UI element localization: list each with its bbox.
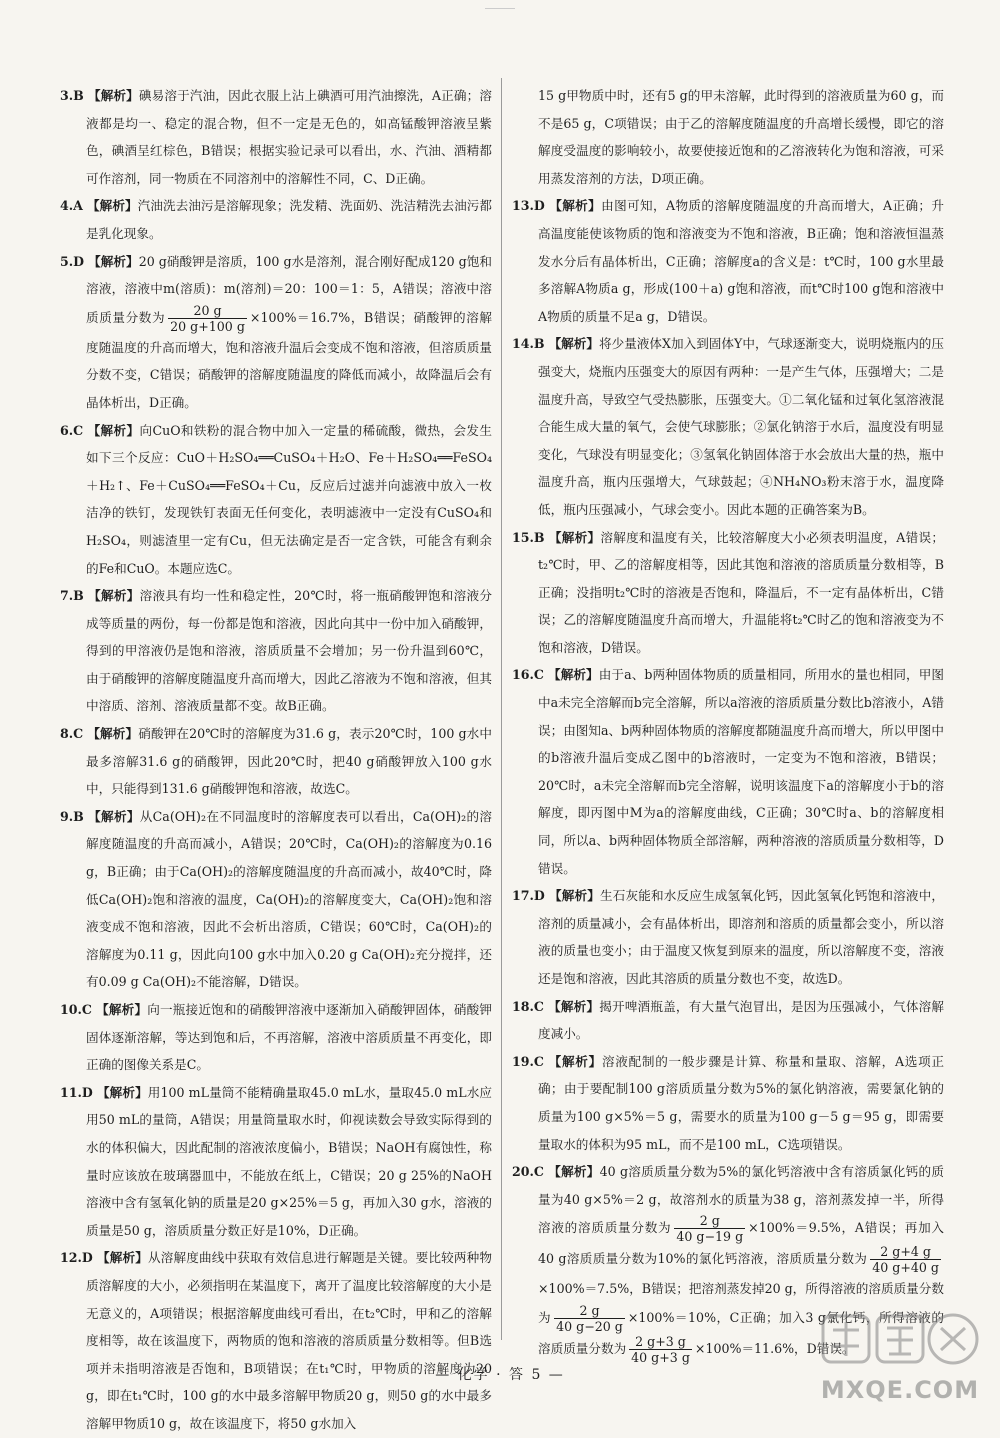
fraction-denominator: 40 g+40 g (872, 1260, 939, 1276)
fraction (629, 1334, 692, 1365)
answer-5 (60, 248, 492, 417)
answer-10 (60, 996, 492, 1079)
analysis-tag: 【解析】 (548, 998, 600, 1014)
watermark-seal-icon (815, 1308, 985, 1378)
fraction (168, 303, 247, 334)
answer-text: 向一瓶接近饱和的硝酸钾溶液中逐渐加入硝酸钾固体，硝酸钾固体逐渐溶解，等达到饱和后，不再溶解，溶液中溶质质量不再变化，即正确的图像关系是C。 (86, 1002, 492, 1073)
answer-text: 15 g甲物质中时，还有5 g的甲未溶解，此时得到的溶液质量为60 g，而不是65 g，C项错误；由于乙的溶解度随温度的升高增长缓慢，即它的溶解度受温度的影响较小，故要使接近饱和的乙溶液转化为饱和溶液，可采用蒸发溶剂的方法，D项正确。 (538, 88, 944, 186)
answer-text: ×100%＝11.6%，D错误。 (694, 1340, 855, 1356)
answer-number: 14.B (512, 336, 545, 352)
answer-text: 用100 mL量筒不能精确量取45.0 mL水，量取45.0 mL水应用50 mL的量筒，A错误；用量筒量取水时，仰视读数会导致实际得到的水的体积偏大，因此配制的溶液浓度偏小，B错误；NaOH有腐蚀性，称量时应该放在玻璃器皿中，不能放在纸上，C错误；20 g 25%的NaOH溶液中含有氢氧化钠的质量是20 g×25%＝5 g，再加入30 g水，溶液的质量是50 g，溶质质量分数正好是10%，D正确。 (86, 1084, 492, 1238)
answer-15 (512, 524, 944, 662)
answer-18 (512, 993, 944, 1048)
fraction-denominator: 40 g−20 g (556, 1318, 623, 1334)
analysis-tag: 【解析】 (96, 1084, 148, 1100)
analysis-tag: 【解析】 (548, 1053, 602, 1069)
answer-7 (60, 582, 492, 720)
answer-text: ×100%＝7.5%，B错误；把溶剂蒸发掉20 g，所得溶液的溶质质量分数为 (538, 1281, 944, 1325)
answer-text: 向CuO和铁粉的混合物中加入一定量的稀硫酸，微热，会发生如下三个反应：CuO＋H₂SO₄══CuSO₄＋H₂O、Fe＋H₂SO₄══FeSO₄＋H₂↑、Fe＋CuSO₄══FeSO₄＋Cu，反应后过滤并向滤液中放入一枚洁净的铁钉，发现铁钉表面无任何变化，表明滤液中一定没有CuSO₄和H₂SO₄，则滤渣里一定有Cu，但无法确定是否一定含铁，可能含有剩余的Fe和CuO。本题应选C。 (86, 422, 492, 576)
answer-number: 6.C (60, 422, 84, 438)
answer-11 (60, 1079, 492, 1245)
analysis-tag: 【解析】 (97, 1250, 148, 1266)
analysis-tag: 【解析】 (548, 336, 599, 352)
answer-8 (60, 720, 492, 803)
page-top-mark (485, 8, 515, 15)
answer-number: 7.B (60, 588, 84, 604)
answer-6 (60, 417, 492, 583)
answer-19 (512, 1048, 944, 1158)
answer-number: 19.C (512, 1053, 544, 1069)
answer-text: 溶液配制的一般步骤是计算、称量和量取、溶解，A选项正确；由于要配制100 g溶质质量分数为5%的氯化钠溶液，需要氯化钠的质量为100 g×5%＝5 g，需要水的质量为100 g－5 g＝95 g，即需要量取水的体积为95 mL，而不是100 mL，C选项错误。 (538, 1053, 944, 1152)
watermark-logo (815, 1308, 985, 1408)
analysis-tag: 【解析】 (87, 198, 138, 214)
answer-number: 5.D (60, 253, 85, 269)
answer-text: 溶解度和温度有关，比较溶解度大小必须表明温度，A错误；t₂℃时，甲、乙的溶解度相等，因此其饱和溶液的溶质质量分数相等，B正确；没指明t₂℃时的溶液是否饱和，降温后，不一定有晶体析出，C错误；乙的溶解度随温度升高而增大，升温能将t₂℃时乙的饱和溶液变为不饱和溶液，D错误。 (538, 529, 944, 655)
answer-text: 由图可知，A物质的溶解度随温度的升高而增大，A正确；升高温度能使该物质的饱和溶液变为不饱和溶液，B正确；饱和溶液恒温蒸发水分后有晶体析出，C正确；溶解度a的含义是：t℃时，100 g水里最多溶解A物质a g，形成(100＋a) g饱和溶液，而t℃时100 g饱和溶液中A物质的质量不足a g，D错误。 (538, 198, 944, 324)
answer-text: 从Ca(OH)₂在不同温度时的溶解度表可以看出，Ca(OH)₂的溶解度随温度的升高而减小，A错误；20℃时，Ca(OH)₂的溶解度为0.16 g，B正确；由于Ca(OH)₂的溶解度随温度的升高而减小，故40℃时，降低Ca(OH)₂饱和溶液的温度，Ca(OH)₂的溶解度变大，Ca(OH)₂饱和溶液变成不饱和溶液，因此不会析出溶质，C错误；60℃时，Ca(OH)₂的溶解度为0.11 g，因此向100 g水中加入0.20 g Ca(OH)₂充分搅拌，还有0.09 g Ca(OH)₂不能溶解，D错误。 (86, 808, 493, 990)
answer-number: 18.C (512, 998, 544, 1014)
fraction-numerator: 2 g+4 g (870, 1244, 941, 1260)
analysis-tag: 【解析】 (548, 1164, 600, 1180)
answer-text: 生石灰能和水反应生成氢氧化钙，因此氢氧化钙饱和溶液中，溶剂的质量减小，会有晶体析出，即溶剂和溶质的质量都会变小，所以溶液的质量也变小；由于温度又恢复到原来的温度，所以溶解度不变，溶液还是饱和溶液，因此其溶质的质量分数也不变，故选D。 (538, 888, 945, 986)
right-column (512, 82, 944, 1365)
answer-number: 10.C (60, 1002, 92, 1017)
answer-text: 揭开啤酒瓶盖，有大量气泡冒出，是因为压强减小，气体溶解度减小。 (538, 998, 944, 1042)
fraction (674, 1213, 745, 1244)
answer-text: ×100%＝16.7%，B错误；硝酸钾的溶解度随温度的升高而增大，饱和溶液升温后会变成不饱和溶液，但溶质质量分数不变，C错误；硝酸钾的溶解度随温度的降低而减小，故降温后会有晶体析出，D正确。 (86, 309, 492, 410)
answer-text: 由于a、b两种固体物质的质量相同，所用水的量也相同，甲图中a未完全溶解而b完全溶解，所以a溶液的溶质质量分数比b溶液小，A错误；由图知a、b两种固体物质的溶解度都随温度升高而增大，所以甲图中的b溶液升温后变成乙图中的b溶液时，一定变为不饱和溶液，B错误；20℃时，a未完全溶解而b完全溶解，说明该温度下a的溶解度小于b的溶解度，即丙图中M为a的溶解度曲线，C正确；30℃时a、b的溶解度相同，所以a、b两种固体物质全部溶解，两种溶液的溶质质量分数相等，D错误。 (538, 667, 944, 876)
fraction-numerator: 2 g+3 g (629, 1334, 692, 1350)
answer-number: 16.C (512, 667, 544, 683)
answer-4 (60, 192, 492, 247)
answer-12-continued (512, 82, 944, 192)
answer-text: 40 g溶质质量分数为5%的氯化钙溶液中含有溶质氯化钙的质量为40 g×5%＝2 g，故溶剂水的质量为38 g，溶剂蒸发掉一半，所得溶液的溶质质量分数为 (538, 1164, 944, 1236)
analysis-tag: 【解析】 (87, 726, 139, 742)
answer-text: 碘易溶于汽油，因此衣服上沾上碘酒可用汽油擦洗，A正确；溶液都是均一、稳定的混合物，但不一定是无色的，如高锰酸钾溶液呈紫色，碘酒呈红棕色，B错误；根据实验记录可以看出，水、汽油、酒精都可作溶剂，同一物质在不同溶剂中的溶解性不同，C、D正确。 (86, 88, 492, 186)
analysis-tag: 【解析】 (88, 588, 140, 604)
watermark-text: MXQE.COM (820, 1376, 980, 1404)
analysis-tag: 【解析】 (548, 667, 599, 683)
fraction-numerator: 20 g (168, 303, 247, 319)
answer-17 (512, 882, 944, 992)
page-footer: — 化学 · 答 5 — (435, 1367, 565, 1383)
analysis-tag: 【解析】 (549, 888, 600, 904)
answer-text: 溶液具有均一性和稳定性，20℃时，将一瓶硝酸钾饱和溶液分成等质量的两份，每一份都是饱和溶液，因此向其中一份中加入硝酸钾，得到的甲溶液仍是饱和溶液，溶质质量不会增加；另一份升温到60℃，由于硝酸钾的溶解度随温度升高而增大，因此乙溶液为不饱和溶液，但其中溶质、溶剂、溶液质量都不变。故B正确。 (86, 588, 492, 714)
answer-number: 9.B (60, 808, 84, 824)
left-column (60, 82, 492, 1438)
answer-text: 20 g硝酸钾是溶质，100 g水是溶剂，混合刚好配成120 g饱和溶液，溶液中m(溶质)：m(溶剂)＝20：100＝1：5，A错误；溶液中溶质质量分数为 (86, 253, 493, 325)
fraction-denominator: 40 g−19 g (676, 1229, 744, 1245)
answer-text: ×100%＝10%，C正确；加入3 g氯化钙，所得溶液的溶质质量分数为 (538, 1309, 945, 1356)
fraction (870, 1244, 941, 1275)
column-divider (501, 78, 502, 1340)
answer-number: 15.B (512, 529, 545, 545)
answer-text: ×100%＝9.5%，A错误；再加入40 g溶质质量分数为10%的氯化钙溶液，溶质质量分数为 (538, 1220, 944, 1267)
answer-text: 汽油洗去油污是溶解现象；洗发精、洗面奶、洗洁精洗去油污都是乳化现象。 (86, 198, 493, 241)
analysis-tag: 【解析】 (87, 88, 139, 103)
answer-number: 4.A (60, 198, 83, 214)
fraction-numerator: 2 g (554, 1303, 625, 1319)
answer-9 (60, 803, 492, 996)
answer-14 (512, 330, 944, 523)
fraction-denominator: 40 g+3 g (631, 1349, 690, 1365)
answer-3 (60, 82, 492, 192)
analysis-tag: 【解析】 (548, 529, 601, 545)
answer-text: 硝酸钾在20℃时的溶解度为31.6 g，表示20℃时，100 g水中最多溶解31.6 g的硝酸钾，因此20℃时，把40 g硝酸钾放入100 g水中，只能得到131.6 g硝酸钾饱和溶液，故选C。 (86, 726, 492, 797)
answer-13 (512, 192, 944, 330)
answer-16 (512, 661, 944, 882)
analysis-tag: 【解析】 (549, 198, 602, 214)
answer-text: 将少量液体X加入到固体Y中，气球逐渐变大，说明烧瓶内的压强变大，烧瓶内压强变大的原因有两种：一是产生气体，压强增大；二是温度升高，导致空气受热膨胀，压强变大。①二氧化锰和过氧化氢溶液混合能生成大量的氧气，会使气球膨胀；②氯化钠溶于水后，温度没有明显变化，气球没有明显变化；③氢氧化钠固体溶于水会放出大量的热，瓶中温度升高，瓶内压强增大，气球鼓起；④NH₄NO₃粉末溶于水，温度降低，瓶内压强减小，气球会变小。因此本题的正确答案为B。 (538, 336, 944, 517)
answer-number: 17.D (512, 888, 545, 904)
answer-number: 3.B (60, 88, 84, 103)
analysis-tag: 【解析】 (87, 422, 140, 438)
analysis-tag: 【解析】 (88, 808, 140, 824)
analysis-tag: 【解析】 (88, 253, 139, 269)
answer-text: 从溶解度曲线中获取有效信息进行解题是关键。要比较两种物质溶解度的大小，必须指明在某温度下，离开了温度比较溶解度的大小是无意义的，A项错误；根据溶解度曲线可看出，在t₂℃时，甲和乙的溶解度相等，故在该温度下，两物质的饱和溶液的溶质质量分数相等。但B选项并未指明溶液是否饱和，B项错误；在t₁℃时，甲物质的溶解度为20 g，即在t₁℃时，100 g的水中最多溶解甲物质20 g，则50 g的水中最多溶解甲物质10 g，故在该温度下，将50 g水加入 (86, 1250, 493, 1431)
answer-12 (60, 1244, 492, 1437)
fraction-numerator: 2 g (674, 1213, 745, 1229)
analysis-tag: 【解析】 (96, 1002, 148, 1017)
answer-number: 8.C (60, 726, 84, 742)
answer-number: 12.D (60, 1250, 93, 1266)
fraction-denominator: 20 g+100 g (170, 318, 245, 334)
answer-number: 11.D (60, 1084, 93, 1100)
fraction (554, 1303, 625, 1334)
answer-number: 13.D (512, 198, 545, 214)
answer-number: 20.C (512, 1164, 544, 1180)
